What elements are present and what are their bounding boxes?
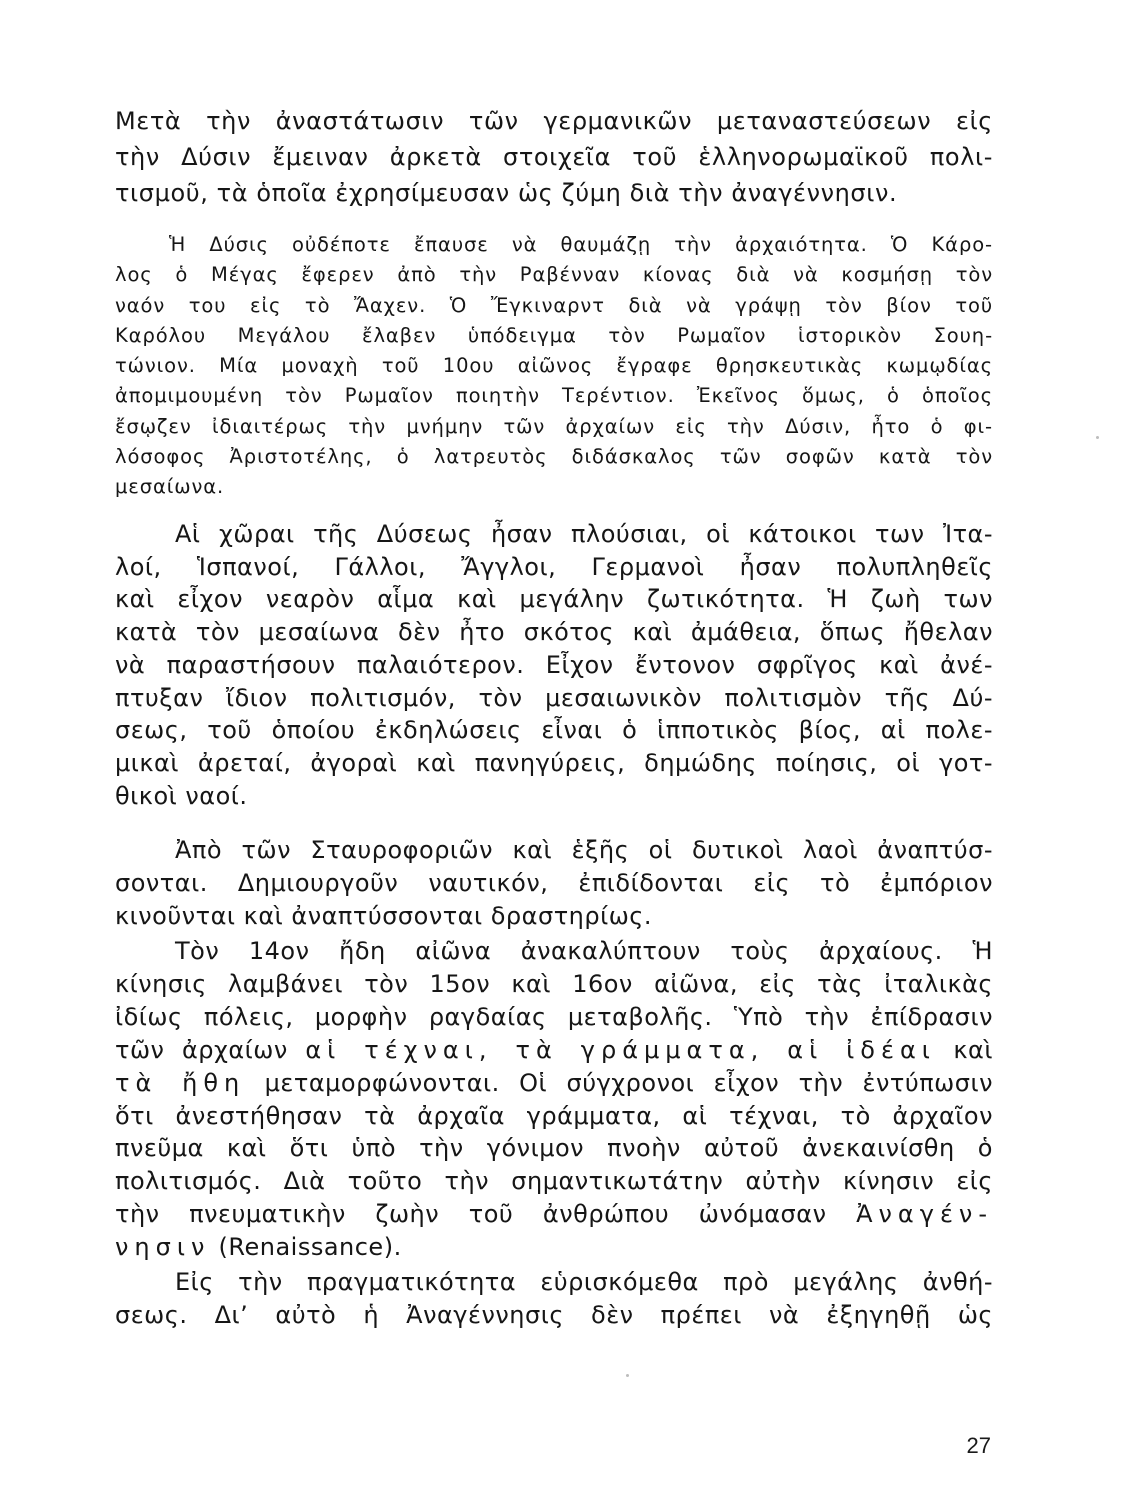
text-line: ἔσῳζεν ἰδιαιτέρως τὴν μνήμην τῶν ἀρχαίων εἰς τὴν Δύσιν, ἦτο ὁ φι-: [115, 414, 993, 438]
text-line: Καρόλου Μεγάλου ἔλαβεν ὑπόδειγμα τὸν Ρωμαῖον ἱστορικὸν Σουη-: [115, 323, 993, 347]
text-line: τὴν Δύσιν ἔμειναν ἀρκετὰ στοιχεῖα τοῦ ἑλληνορωμαϊκοῦ πολι-: [115, 143, 993, 171]
text-line: τισμοῦ, τὰ ὁποῖα ἐχρησίμευσαν ὡς ζύμη διὰ τὴν ἀναγέννησιν.: [115, 179, 898, 207]
paragraph-intro: [115, 103, 993, 211]
text-line: μεσαίωνα.: [115, 475, 225, 499]
spaced-emphasis: Ἀναγέν-: [856, 1200, 993, 1229]
text-fragment: μεταμορφώνονται. Οἱ σύγχρονοι εἶχον τὴν ἐντύπωσιν: [264, 1068, 993, 1097]
paragraph-small-print: [115, 230, 993, 503]
text-line: θικοὶ ναοί.: [115, 781, 248, 810]
text-line: σονται. Δημιουργοῦν ναυτικόν, ἐπιδίδονται εἰς τὸ ἐμπόριον: [115, 869, 993, 897]
text-line: ὅτι ἀνεστήθησαν τὰ ἀρχαῖα γράμματα, αἱ τέχναι, τὸ ἀρχαῖον: [115, 1101, 993, 1130]
paragraph-renaissance: [115, 935, 993, 1264]
text-line: μικαὶ ἀρεταί, ἀγοραὶ καὶ πανηγύρεις, δημώδης ποίησις, οἱ γοτ-: [115, 748, 993, 777]
text-line: κινοῦνται καὶ ἀναπτύσσονται δραστηρίως.: [115, 902, 653, 930]
text-line: σεως, τοῦ ὁποίου ἐκδηλώσεις εἶναι ὁ ἱπποτικὸς βίος, αἱ πολε-: [115, 716, 993, 745]
text-line: σεως. Δι’ αὐτὸ ἡ Ἀναγέννησις δὲν πρέπει νὰ ἐξηγηθῇ ὡς: [115, 1301, 993, 1329]
text-line: ναόν του εἰς τὸ Ἄαχεν. Ὁ Ἔγκιναρντ διὰ νὰ γράψῃ τὸν βίον τοῦ: [115, 293, 993, 317]
text-line: πολιτισμός. Διὰ τοῦτο τὴν σημαντικωτάτην αὐτὴν κίνησιν εἰς: [115, 1167, 993, 1196]
text-line: λόσοφος Ἀριστοτέλης, ὁ λατρευτὸς διδάσκαλος τῶν σοφῶν κατὰ τὸν: [115, 445, 993, 469]
paragraph-western-lands: [115, 518, 993, 812]
text-fragment: καὶ: [953, 1035, 993, 1064]
text-line: [115, 1231, 993, 1264]
text-line: τώνιον. Μία μοναχὴ τοῦ 10ου αἰῶνος ἔγραφε θρησκευτικὰς κωμῳδίας: [115, 354, 993, 378]
text-line: Τὸν 14ον ἤδη αἰῶνα ἀνακαλύπτουν τοὺς ἀρχαίους. Ἡ: [175, 937, 993, 965]
paper-speck: [1096, 436, 1099, 439]
text-line: Ἀπὸ τῶν Σταυροφοριῶν καὶ ἑξῆς οἱ δυτικοὶ λαοὶ ἀναπτύσ-: [175, 836, 993, 864]
paragraph-crusades: [115, 834, 993, 933]
text-line: ἀπομιμουμένη τὸν Ρωμαῖον ποιητὴν Τερέντιον. Ἐκεῖνος ὅμως, ὁ ὁποῖος: [115, 384, 993, 408]
paragraph-flourishing: [115, 1266, 993, 1332]
spaced-emphasis: αἱ τέχναι, τὰ γράμματα, αἱ ἰδέαι: [305, 1035, 936, 1064]
text-line: καὶ εἶχον νεαρὸν αἷμα καὶ μεγάλην ζωτικότητα. Ἡ ζωὴ των: [115, 585, 993, 614]
spaced-emphasis: τὰ ἤθη: [115, 1068, 246, 1097]
text-line: Εἰς τὴν πραγματικότητα εὑρισκόμεθα πρὸ μεγάλης ἀνθή-: [175, 1268, 993, 1296]
text-line: λος ὁ Μέγας ἔφερεν ἀπὸ τὴν Ραβένναν κίονας διὰ νὰ κοσμήσῃ τὸν: [115, 263, 993, 287]
text-line: Αἱ χῶραι τῆς Δύσεως ἦσαν πλούσιαι, οἱ κάτοικοι των Ἰτα-: [175, 520, 993, 548]
text-line: λοί, Ἱσπανοί, Γάλλοι, Ἄγγλοι, Γερμανοὶ ἦσαν πολυπληθεῖς: [115, 552, 993, 581]
spaced-emphasis: νησιν: [115, 1233, 211, 1262]
text-fragment: τὴν πνευματικὴν ζωὴν τοῦ ἀνθρώπου ὠνόμασαν: [115, 1200, 827, 1229]
text-line: Ἡ Δύσις οὐδέποτε ἔπαυσε νὰ θαυμάζῃ τὴν ἀρχαιότητα. Ὁ Κάρο-: [169, 233, 993, 256]
text-fragment: τῶν ἀρχαίων: [115, 1035, 288, 1064]
text-line: κίνησις λαμβάνει τὸν 15ον καὶ 16ον αἰῶνα, εἰς τὰς ἰταλικὰς: [115, 969, 993, 998]
text-line: Μετὰ τὴν ἀναστάτωσιν τῶν γερμανικῶν μεταναστεύσεων εἰς: [115, 107, 993, 135]
paper-speck: [626, 1374, 629, 1377]
text-line: νὰ παραστήσουν παλαιότερον. Εἶχον ἔντονον σφρῖγος καὶ ἀνέ-: [115, 650, 993, 679]
text-line: πτυξαν ἴδιον πολιτισμόν, τὸν μεσαιωνικὸν πολιτισμὸν τῆς Δύ-: [115, 683, 993, 712]
text-line: ἰδίως πόλεις, μορφὴν ραγδαίας μεταβολῆς. Ὑπὸ τὴν ἐπίδρασιν: [115, 1002, 993, 1031]
page-number: 27: [966, 1433, 991, 1458]
text-line: [115, 1034, 993, 1067]
text-fragment: (Renaissance).: [218, 1233, 402, 1262]
text-line: [115, 1198, 993, 1231]
text-line: πνεῦμα καὶ ὅτι ὑπὸ τὴν γόνιμον πνοὴν αὐτοῦ ἀνεκαινίσθη ὁ: [115, 1134, 993, 1163]
text-line: κατὰ τὸν μεσαίωνα δὲν ἦτο σκότος καὶ ἀμάθεια, ὅπως ἤθελαν: [115, 618, 993, 647]
text-line: [115, 1067, 993, 1100]
